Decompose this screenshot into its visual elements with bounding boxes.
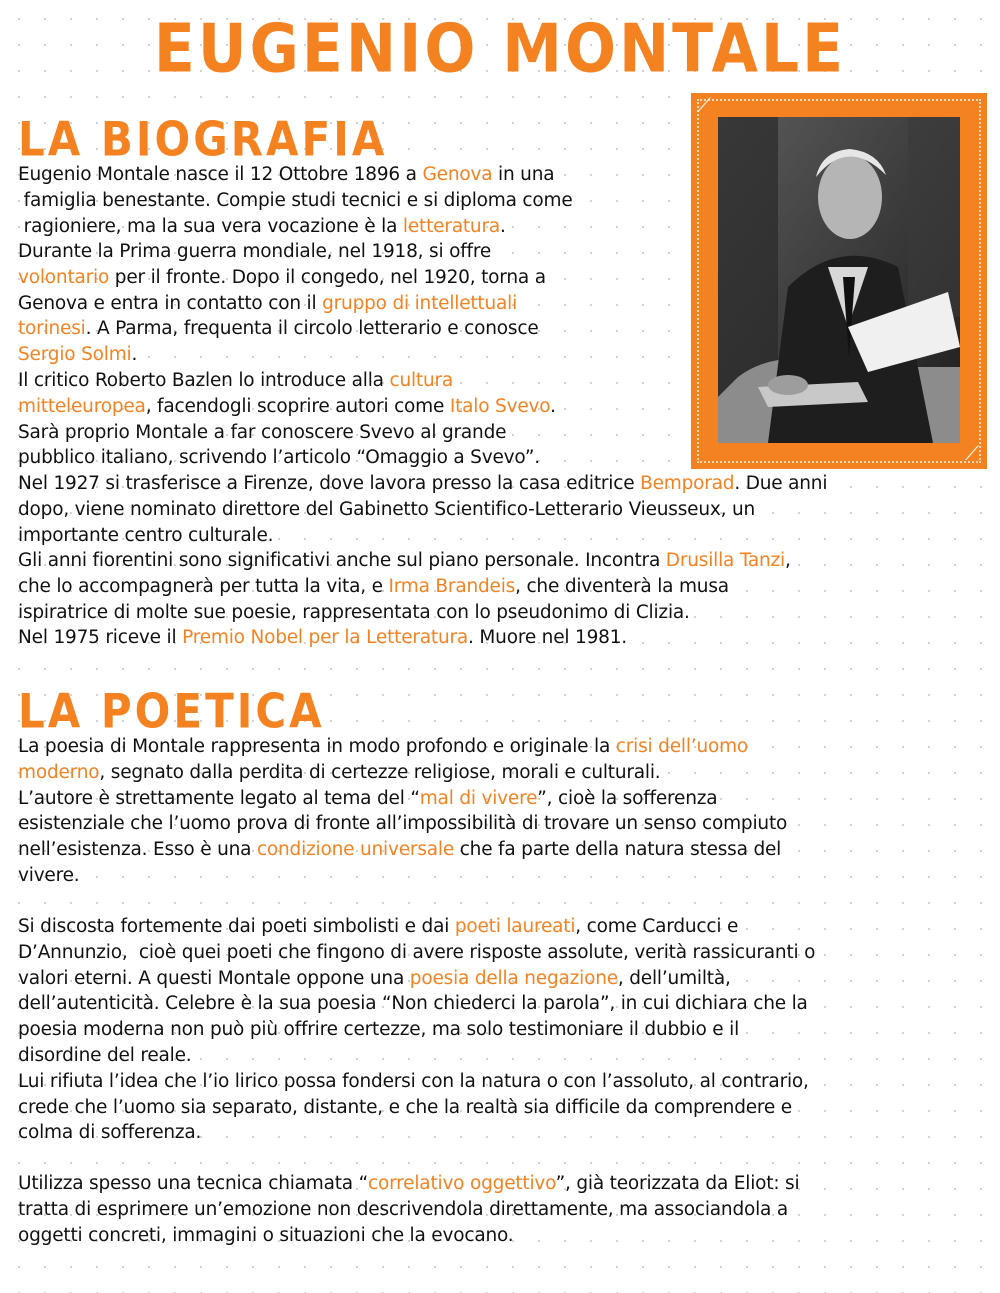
text-line bbox=[18, 1043, 815, 1069]
portrait-photo bbox=[718, 117, 960, 443]
text-run: crede che l’uomo sia separato, distante, e che la realtà sia difficile da comprendere e bbox=[18, 1096, 792, 1118]
highlighted-term: letteratura bbox=[402, 215, 500, 237]
poetica-paragraph bbox=[18, 1171, 799, 1248]
text-run: esistenziale che l’uomo prova di fronte all’impossibilità di trovare un senso compiuto bbox=[18, 813, 788, 835]
text-run: Lui rifiuta l’idea che l’io lirico possa fondersi con la natura o con l’assoluto, al contrario, bbox=[18, 1070, 809, 1092]
highlighted-term: Genova bbox=[422, 164, 493, 185]
text-run: colma di sofferenza. bbox=[18, 1122, 202, 1144]
text-line bbox=[18, 394, 556, 420]
text-run: oggetti concreti, immagini o situazioni che la evocano. bbox=[18, 1224, 514, 1246]
text-run: Sarà proprio Montale a far conoscere Svevo al grande bbox=[18, 421, 507, 443]
text-run: , che diventerà la musa bbox=[515, 575, 729, 597]
text-run: dopo, viene nominato direttore del Gabinetto Scientifico-Letterario Vieusseux, un bbox=[18, 498, 756, 520]
text-run: , dell’umiltà, bbox=[617, 967, 731, 989]
portrait-photo-frame bbox=[691, 93, 987, 469]
text-line bbox=[18, 291, 546, 317]
text-run: importante centro culturale. bbox=[18, 524, 274, 546]
poetica-paragraph bbox=[18, 914, 815, 1146]
text-run: vivere. bbox=[18, 864, 80, 886]
text-run: Si discosta fortemente dai poeti simbolisti e dai bbox=[18, 916, 455, 937]
highlighted-term: Bemporad bbox=[640, 473, 735, 494]
text-run: Nel 1927 si trasferisce a Firenze, dove lavora presso la casa editrice bbox=[18, 473, 641, 494]
biografia-paragraph bbox=[18, 368, 556, 471]
section-heading-biografia: LA BIOGRAFIA bbox=[18, 112, 388, 167]
text-run: nell’esistenza. Esso è una bbox=[18, 839, 257, 861]
biografia-paragraph bbox=[18, 548, 791, 625]
text-line bbox=[18, 1171, 799, 1197]
text-run: ”, già teorizzata da Eliot: si bbox=[555, 1173, 800, 1194]
text-run: disordine del reale. bbox=[18, 1044, 192, 1066]
highlighted-term: Irma Brandeis bbox=[388, 575, 516, 597]
text-line bbox=[18, 188, 573, 214]
text-line bbox=[18, 497, 827, 523]
text-line bbox=[18, 991, 815, 1017]
text-run: ragioniere, ma la sua vera vocazione è la bbox=[18, 215, 403, 237]
text-line bbox=[18, 1095, 815, 1121]
text-run: , segnato dalla perdita di certezze religiose, morali e culturali. bbox=[99, 761, 661, 783]
text-run: valori eterni. A questi Montale oppone una bbox=[18, 967, 410, 989]
biografia-paragraph bbox=[18, 162, 573, 239]
highlighted-term: mal di vivere bbox=[419, 787, 538, 809]
text-run: D’Annunzio, cioè quei poeti che fingono di avere risposte assolute, verità rassicuranti o bbox=[18, 941, 816, 963]
text-run: , come Carducci e bbox=[575, 916, 739, 937]
highlighted-term: poesia della negazione bbox=[409, 967, 618, 989]
text-run: famiglia benestante. Compie studi tecnici e si diploma come bbox=[18, 189, 573, 211]
text-line bbox=[18, 342, 546, 368]
text-run: tratta di esprimere un’emozione non descrivendola direttamente, ma associandola a bbox=[18, 1198, 789, 1220]
text-run: La poesia di Montale rappresenta in modo profondo e originale la bbox=[18, 736, 616, 757]
text-run: . bbox=[550, 395, 556, 417]
highlighted-term: mitteleuropea bbox=[18, 395, 146, 417]
text-line bbox=[18, 600, 791, 626]
text-run: , facendogli scoprire autori come bbox=[145, 395, 450, 417]
text-run: . Due anni bbox=[734, 473, 828, 494]
text-run: Utilizza spesso una tecnica chiamata “ bbox=[18, 1173, 369, 1194]
text-line bbox=[18, 1120, 815, 1146]
text-line bbox=[18, 368, 556, 394]
highlighted-term: Premio Nobel per la Letteratura bbox=[182, 627, 469, 648]
text-line bbox=[18, 837, 787, 863]
text-run: , bbox=[784, 550, 791, 571]
section-heading-poetica: LA POETICA bbox=[18, 684, 325, 739]
highlighted-term: volontario bbox=[18, 266, 110, 288]
text-line bbox=[18, 966, 815, 992]
text-line bbox=[18, 1069, 815, 1095]
text-run: che lo accompagnerà per tutta la vita, e bbox=[18, 575, 389, 597]
text-line bbox=[18, 162, 573, 188]
text-run: Gli anni fiorentini sono significativi anche sul piano personale. Incontra bbox=[18, 550, 666, 571]
text-line bbox=[18, 471, 827, 497]
highlighted-term: poeti laureati bbox=[454, 916, 576, 937]
text-run: ispiratrice di molte sue poesie, rappresentata con lo pseudonimo di Clizia. bbox=[18, 601, 690, 623]
highlighted-term: Sergio Solmi bbox=[18, 344, 132, 366]
text-line bbox=[18, 863, 787, 889]
text-line bbox=[18, 316, 546, 342]
text-line bbox=[18, 1223, 799, 1249]
text-line bbox=[18, 445, 556, 471]
highlighted-term: crisi dell’uomo bbox=[615, 736, 749, 757]
text-line bbox=[18, 265, 546, 291]
text-run: che fa parte della natura stessa del bbox=[454, 839, 782, 861]
highlighted-term: condizione universale bbox=[256, 839, 455, 861]
sparkle-icon: ⟋ bbox=[697, 93, 711, 117]
text-run: pubblico italiano, scrivendo l’articolo “Omaggio a Svevo”. bbox=[18, 447, 540, 469]
sparkle-icon: ⟋ bbox=[965, 441, 979, 465]
biografia-paragraph bbox=[18, 625, 627, 651]
text-run: Genova e entra in contatto con il bbox=[18, 292, 323, 314]
text-line bbox=[18, 786, 787, 812]
text-run: dell’autenticità. Celebre è la sua poesia “Non chiederci la parola”, in cui dichiara che la bbox=[18, 993, 808, 1015]
text-line bbox=[18, 734, 787, 760]
highlighted-term: Italo Svevo bbox=[449, 395, 551, 417]
text-run: Il critico Roberto Bazlen lo introduce alla bbox=[18, 370, 390, 391]
highlighted-term: moderno bbox=[18, 761, 100, 783]
text-line bbox=[18, 1017, 815, 1043]
text-run: in una bbox=[492, 164, 555, 185]
highlighted-term: cultura bbox=[389, 370, 454, 391]
text-line bbox=[18, 625, 627, 651]
text-run: . bbox=[131, 344, 138, 366]
highlighted-term: Drusilla Tanzi bbox=[665, 550, 785, 571]
text-run: . Muore nel 1981. bbox=[468, 627, 627, 648]
highlighted-term: gruppo di intellettuali bbox=[322, 292, 518, 314]
biografia-paragraph bbox=[18, 239, 546, 368]
text-line bbox=[18, 548, 791, 574]
text-run: poesia moderna non può più offrire certezze, ma solo testimoniare il dubbio e il bbox=[18, 1019, 740, 1041]
page-title: EUGENIO MONTALE bbox=[153, 9, 847, 89]
text-line bbox=[18, 940, 815, 966]
text-line bbox=[18, 811, 787, 837]
text-line bbox=[18, 914, 815, 940]
text-line bbox=[18, 214, 573, 240]
text-run: Nel 1975 riceve il bbox=[18, 627, 183, 648]
text-line bbox=[18, 760, 787, 786]
text-line bbox=[18, 574, 791, 600]
text-run: per il fronte. Dopo il congedo, nel 1920, torna a bbox=[109, 266, 546, 288]
text-run: Durante la Prima guerra mondiale, nel 1918, si offre bbox=[18, 241, 492, 262]
text-line bbox=[18, 1197, 799, 1223]
text-run: ”, cioè la sofferenza bbox=[537, 787, 718, 809]
text-run: . bbox=[499, 215, 506, 237]
text-line bbox=[18, 239, 546, 265]
biografia-paragraph bbox=[18, 471, 827, 548]
text-line bbox=[18, 420, 556, 446]
text-line bbox=[18, 523, 827, 549]
highlighted-term: correlativo oggettivo bbox=[368, 1173, 556, 1194]
text-run: Eugenio Montale nasce il 12 Ottobre 1896 a bbox=[18, 164, 423, 185]
text-run: . A Parma, frequenta il circolo letterario e conosce bbox=[85, 318, 539, 340]
text-run: L’autore è strettamente legato al tema del “ bbox=[18, 787, 420, 809]
poetica-paragraph bbox=[18, 734, 787, 889]
highlighted-term: torinesi bbox=[18, 318, 86, 340]
